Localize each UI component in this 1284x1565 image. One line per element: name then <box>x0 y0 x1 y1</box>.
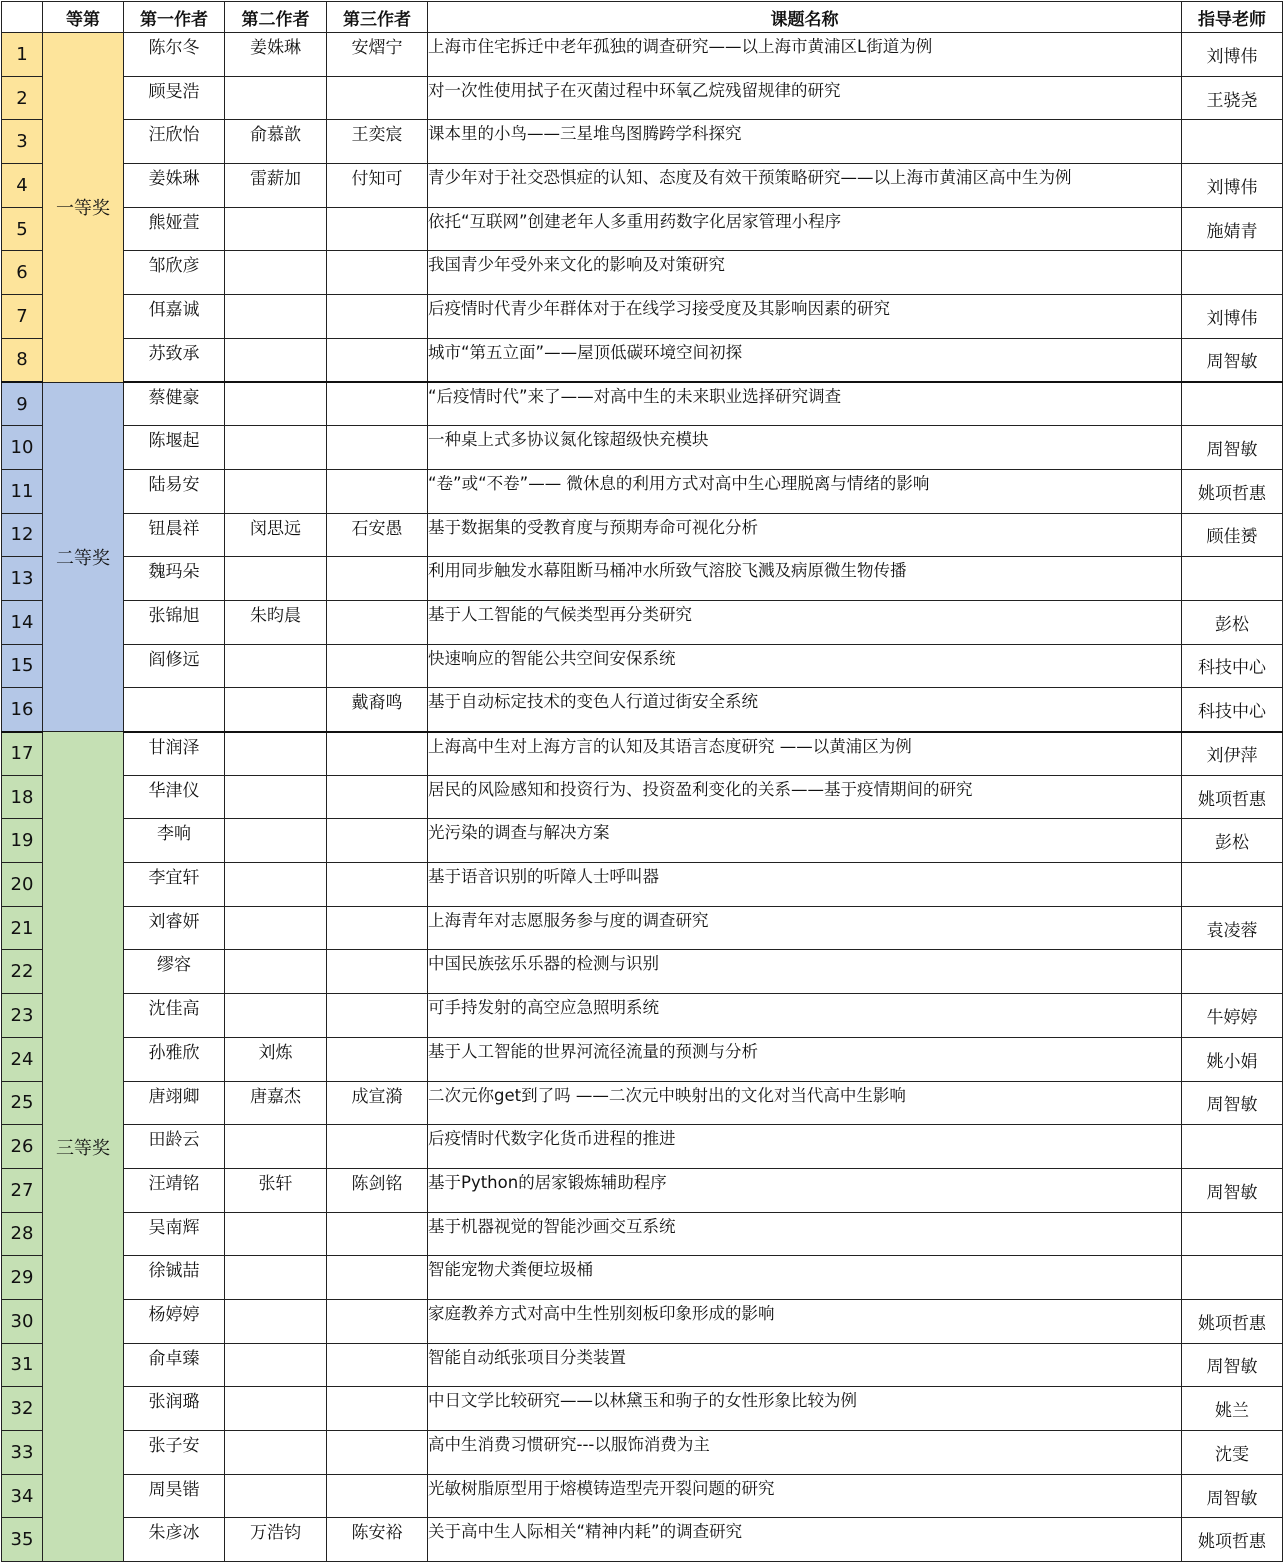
row-number: 19 <box>2 819 43 863</box>
row-number: 33 <box>2 1431 43 1475</box>
row-number: 21 <box>2 906 43 950</box>
first-author: 钮晨祥 <box>124 513 225 557</box>
third-author: 王奕宸 <box>327 120 428 164</box>
first-author: 徐铖喆 <box>124 1256 225 1300</box>
second-author <box>225 338 327 382</box>
table-row <box>2 1343 1283 1387</box>
second-author <box>225 994 327 1038</box>
first-author: 田龄云 <box>124 1125 225 1169</box>
second-author <box>225 644 327 688</box>
second-author <box>225 76 327 120</box>
second-author: 朱昀晨 <box>225 600 327 644</box>
first-author: 陆易安 <box>124 469 225 513</box>
project-title: 基于语音识别的听障人士呼叫器 <box>428 863 1182 907</box>
first-author: 唐翊卿 <box>124 1081 225 1125</box>
row-number: 27 <box>2 1168 43 1212</box>
table-body <box>2 33 1283 1562</box>
third-author <box>327 1299 428 1343</box>
advisor: 沈雯 <box>1182 1431 1283 1475</box>
third-author: 安熠宁 <box>327 33 428 77</box>
project-title: 可手持发射的高空应急照明系统 <box>428 994 1182 1038</box>
awards-table <box>1 1 1283 1562</box>
table-row <box>2 1474 1283 1518</box>
first-author: 魏玛朵 <box>124 557 225 601</box>
second-author: 闵思远 <box>225 513 327 557</box>
table-row <box>2 207 1283 251</box>
first-author: 汪靖铭 <box>124 1168 225 1212</box>
first-author: 缪容 <box>124 950 225 994</box>
table-row <box>2 732 1283 776</box>
project-title: 依托“互联网”创建老年人多重用药数字化居家管理小程序 <box>428 207 1182 251</box>
project-title: “后疫情时代”来了——对高中生的未来职业选择研究调查 <box>428 382 1182 426</box>
row-number: 9 <box>2 382 43 426</box>
project-title: 基于数据集的受教育度与预期寿命可视化分析 <box>428 513 1182 557</box>
advisor: 周智敏 <box>1182 1081 1283 1125</box>
table-row <box>2 600 1283 644</box>
first-author: 甘润泽 <box>124 732 225 776</box>
advisor: 姚项哲惠 <box>1182 469 1283 513</box>
second-author <box>225 732 327 776</box>
first-author: 姜姝琳 <box>124 164 225 208</box>
row-number: 20 <box>2 863 43 907</box>
first-author: 杨婷婷 <box>124 1299 225 1343</box>
advisor: 刘博伟 <box>1182 33 1283 77</box>
table-row <box>2 426 1283 470</box>
row-number: 13 <box>2 557 43 601</box>
advisor <box>1182 1256 1283 1300</box>
advisor: 周智敏 <box>1182 1343 1283 1387</box>
third-author <box>327 906 428 950</box>
second-author <box>225 1256 327 1300</box>
second-author <box>225 207 327 251</box>
row-number: 10 <box>2 426 43 470</box>
project-title: 智能自动纸张项目分类装置 <box>428 1343 1182 1387</box>
table-row <box>2 1387 1283 1431</box>
advisor: 姚小娟 <box>1182 1037 1283 1081</box>
table-row <box>2 775 1283 819</box>
second-author: 张轩 <box>225 1168 327 1212</box>
third-author <box>327 1125 428 1169</box>
advisor: 科技中心 <box>1182 644 1283 688</box>
second-author <box>225 382 327 426</box>
table-row <box>2 1212 1283 1256</box>
table-row <box>2 251 1283 295</box>
third-author <box>327 1212 428 1256</box>
header-num <box>2 2 43 33</box>
third-author: 戴裔鸣 <box>327 688 428 732</box>
table-row <box>2 1256 1283 1300</box>
third-author: 石安愚 <box>327 513 428 557</box>
second-author <box>225 950 327 994</box>
third-author <box>327 1037 428 1081</box>
third-author <box>327 1474 428 1518</box>
third-author: 陈剑铭 <box>327 1168 428 1212</box>
row-number: 14 <box>2 600 43 644</box>
advisor: 姚项哲惠 <box>1182 1518 1283 1562</box>
table-row <box>2 906 1283 950</box>
third-author <box>327 426 428 470</box>
project-title: 上海青年对志愿服务参与度的调查研究 <box>428 906 1182 950</box>
first-author: 朱彦冰 <box>124 1518 225 1562</box>
advisor: 刘博伟 <box>1182 164 1283 208</box>
second-author: 雷薪加 <box>225 164 327 208</box>
second-author <box>225 1125 327 1169</box>
row-number: 32 <box>2 1387 43 1431</box>
third-author <box>327 469 428 513</box>
header-author3: 第三作者 <box>327 2 428 33</box>
third-author: 付知可 <box>327 164 428 208</box>
table-row <box>2 1081 1283 1125</box>
header-row <box>2 2 1283 33</box>
advisor: 刘博伟 <box>1182 295 1283 339</box>
third-author <box>327 295 428 339</box>
project-title: “卷”或“不卷”—— 微休息的利用方式对高中生心理脱离与情绪的影响 <box>428 469 1182 513</box>
row-number: 11 <box>2 469 43 513</box>
project-title: 高中生消费习惯研究---以服饰消费为主 <box>428 1431 1182 1475</box>
advisor: 周智敏 <box>1182 1474 1283 1518</box>
project-title: 课本里的小鸟——三星堆鸟图腾跨学科探究 <box>428 120 1182 164</box>
row-number: 2 <box>2 76 43 120</box>
header-title: 课题名称 <box>428 2 1182 33</box>
row-number: 29 <box>2 1256 43 1300</box>
row-number: 25 <box>2 1081 43 1125</box>
second-author <box>225 1343 327 1387</box>
advisor <box>1182 251 1283 295</box>
project-title: 快速响应的智能公共空间安保系统 <box>428 644 1182 688</box>
first-author: 刘睿妍 <box>124 906 225 950</box>
advisor <box>1182 1125 1283 1169</box>
advisor: 顾佳赟 <box>1182 513 1283 557</box>
table-row <box>2 1037 1283 1081</box>
table-row <box>2 382 1283 426</box>
table-row <box>2 338 1283 382</box>
third-author <box>327 950 428 994</box>
third-author <box>327 1343 428 1387</box>
project-title: 基于人工智能的世界河流径流量的预测与分析 <box>428 1037 1182 1081</box>
advisor: 周智敏 <box>1182 426 1283 470</box>
advisor: 姚项哲惠 <box>1182 1299 1283 1343</box>
second-author <box>225 426 327 470</box>
row-number: 5 <box>2 207 43 251</box>
project-title: 基于机器视觉的智能沙画交互系统 <box>428 1212 1182 1256</box>
first-author: 孙雅欣 <box>124 1037 225 1081</box>
first-author: 佴嘉诚 <box>124 295 225 339</box>
table-row <box>2 1518 1283 1562</box>
row-number: 7 <box>2 295 43 339</box>
row-number: 8 <box>2 338 43 382</box>
table-row <box>2 557 1283 601</box>
table-row <box>2 164 1283 208</box>
first-author: 吴南辉 <box>124 1212 225 1256</box>
first-author: 阎修远 <box>124 644 225 688</box>
first-author: 陈尔冬 <box>124 33 225 77</box>
advisor: 施婧青 <box>1182 207 1283 251</box>
project-title: 中国民族弦乐乐器的检测与识别 <box>428 950 1182 994</box>
second-author: 姜姝琳 <box>225 33 327 77</box>
second-author <box>225 863 327 907</box>
table-row <box>2 994 1283 1038</box>
project-title: 上海市住宅拆迁中老年孤独的调查研究——以上海市黄浦区L街道为例 <box>428 33 1182 77</box>
project-title: 二次元你get到了吗 ——二次元中映射出的文化对当代高中生影响 <box>428 1081 1182 1125</box>
second-author <box>225 1212 327 1256</box>
second-author <box>225 469 327 513</box>
third-author <box>327 600 428 644</box>
table-row <box>2 1431 1283 1475</box>
row-number: 35 <box>2 1518 43 1562</box>
award-rank: 三等奖 <box>43 732 124 1562</box>
third-author <box>327 1387 428 1431</box>
advisor <box>1182 1212 1283 1256</box>
third-author <box>327 1256 428 1300</box>
advisor: 彭松 <box>1182 819 1283 863</box>
table-row <box>2 33 1283 77</box>
first-author: 陈堰起 <box>124 426 225 470</box>
second-author: 唐嘉杰 <box>225 1081 327 1125</box>
first-author: 熊娅萱 <box>124 207 225 251</box>
table-row <box>2 1168 1283 1212</box>
table-row <box>2 644 1283 688</box>
project-title: 一种桌上式多协议氮化镓超级快充模块 <box>428 426 1182 470</box>
project-title: 光敏树脂原型用于熔模铸造型壳开裂问题的研究 <box>428 1474 1182 1518</box>
header-author2: 第二作者 <box>225 2 327 33</box>
project-title: 青少年对于社交恐惧症的认知、态度及有效干预策略研究——以上海市黄浦区高中生为例 <box>428 164 1182 208</box>
table-row <box>2 819 1283 863</box>
table-row <box>2 469 1283 513</box>
second-author <box>225 688 327 732</box>
table-row <box>2 1299 1283 1343</box>
project-title: 中日文学比较研究——以林黛玉和驹子的女性形象比较为例 <box>428 1387 1182 1431</box>
advisor: 科技中心 <box>1182 688 1283 732</box>
project-title: 基于自动标定技术的变色人行道过街安全系统 <box>428 688 1182 732</box>
second-author <box>225 906 327 950</box>
advisor: 周智敏 <box>1182 338 1283 382</box>
row-number: 3 <box>2 120 43 164</box>
row-number: 24 <box>2 1037 43 1081</box>
second-author <box>225 1474 327 1518</box>
project-title: 我国青少年受外来文化的影响及对策研究 <box>428 251 1182 295</box>
third-author <box>327 644 428 688</box>
first-author: 李宜轩 <box>124 863 225 907</box>
advisor: 袁凌蓉 <box>1182 906 1283 950</box>
third-author <box>327 863 428 907</box>
third-author <box>327 251 428 295</box>
row-number: 22 <box>2 950 43 994</box>
advisor: 牛婷婷 <box>1182 994 1283 1038</box>
advisor <box>1182 120 1283 164</box>
first-author: 李响 <box>124 819 225 863</box>
award-rank: 一等奖 <box>43 33 124 383</box>
second-author <box>225 775 327 819</box>
project-title: 基于人工智能的气候类型再分类研究 <box>428 600 1182 644</box>
table-row <box>2 863 1283 907</box>
row-number: 26 <box>2 1125 43 1169</box>
project-title: 基于Python的居家锻炼辅助程序 <box>428 1168 1182 1212</box>
table-row <box>2 513 1283 557</box>
table-row <box>2 295 1283 339</box>
third-author: 陈安裕 <box>327 1518 428 1562</box>
project-title: 智能宠物犬粪便垃圾桶 <box>428 1256 1182 1300</box>
header-advisor: 指导老师 <box>1182 2 1283 33</box>
award-rank: 二等奖 <box>43 382 124 732</box>
project-title: 后疫情时代数字化货币进程的推进 <box>428 1125 1182 1169</box>
second-author <box>225 1299 327 1343</box>
table-row <box>2 688 1283 732</box>
first-author: 俞卓臻 <box>124 1343 225 1387</box>
advisor: 周智敏 <box>1182 1168 1283 1212</box>
project-title: 城市“第五立面”——屋顶低碳环境空间初探 <box>428 338 1182 382</box>
advisor: 彭松 <box>1182 600 1283 644</box>
third-author <box>327 1431 428 1475</box>
advisor <box>1182 382 1283 426</box>
first-author: 张子安 <box>124 1431 225 1475</box>
row-number: 16 <box>2 688 43 732</box>
third-author <box>327 338 428 382</box>
project-title: 家庭教养方式对高中生性别刻板印象形成的影响 <box>428 1299 1182 1343</box>
second-author <box>225 251 327 295</box>
first-author: 苏致承 <box>124 338 225 382</box>
row-number: 1 <box>2 33 43 77</box>
third-author <box>327 76 428 120</box>
third-author <box>327 819 428 863</box>
third-author <box>327 732 428 776</box>
row-number: 17 <box>2 732 43 776</box>
row-number: 6 <box>2 251 43 295</box>
row-number: 31 <box>2 1343 43 1387</box>
second-author <box>225 819 327 863</box>
third-author <box>327 775 428 819</box>
project-title: 居民的风险感知和投资行为、投资盈利变化的关系——基于疫情期间的研究 <box>428 775 1182 819</box>
first-author: 华津仪 <box>124 775 225 819</box>
row-number: 12 <box>2 513 43 557</box>
first-author: 沈佳高 <box>124 994 225 1038</box>
first-author <box>124 688 225 732</box>
advisor <box>1182 557 1283 601</box>
second-author: 刘炼 <box>225 1037 327 1081</box>
second-author: 俞慕歆 <box>225 120 327 164</box>
header-rank: 等第 <box>43 2 124 33</box>
table-row <box>2 76 1283 120</box>
advisor: 刘伊萍 <box>1182 732 1283 776</box>
third-author: 成宣漪 <box>327 1081 428 1125</box>
row-number: 30 <box>2 1299 43 1343</box>
advisor: 王骁尧 <box>1182 76 1283 120</box>
third-author <box>327 207 428 251</box>
header-author1: 第一作者 <box>124 2 225 33</box>
third-author <box>327 382 428 426</box>
first-author: 顾旻浩 <box>124 76 225 120</box>
first-author: 张锦旭 <box>124 600 225 644</box>
row-number: 34 <box>2 1474 43 1518</box>
first-author: 蔡健豪 <box>124 382 225 426</box>
third-author <box>327 994 428 1038</box>
project-title: 对一次性使用拭子在灭菌过程中环氧乙烷残留规律的研究 <box>428 76 1182 120</box>
table-row <box>2 950 1283 994</box>
table-row <box>2 1125 1283 1169</box>
row-number: 15 <box>2 644 43 688</box>
advisor: 姚兰 <box>1182 1387 1283 1431</box>
advisor <box>1182 863 1283 907</box>
second-author <box>225 1387 327 1431</box>
row-number: 28 <box>2 1212 43 1256</box>
advisor <box>1182 950 1283 994</box>
second-author: 万浩钧 <box>225 1518 327 1562</box>
first-author: 张润璐 <box>124 1387 225 1431</box>
advisor: 姚项哲惠 <box>1182 775 1283 819</box>
second-author <box>225 557 327 601</box>
first-author: 周昊锴 <box>124 1474 225 1518</box>
third-author <box>327 557 428 601</box>
first-author: 邹欣彦 <box>124 251 225 295</box>
row-number: 4 <box>2 164 43 208</box>
row-number: 23 <box>2 994 43 1038</box>
project-title: 上海高中生对上海方言的认知及其语言态度研究 ——以黄浦区为例 <box>428 732 1182 776</box>
row-number: 18 <box>2 775 43 819</box>
project-title: 光污染的调查与解决方案 <box>428 819 1182 863</box>
table-row <box>2 120 1283 164</box>
project-title: 后疫情时代青少年群体对于在线学习接受度及其影响因素的研究 <box>428 295 1182 339</box>
second-author <box>225 1431 327 1475</box>
project-title: 利用同步触发水幕阻断马桶冲水所致气溶胶飞溅及病原微生物传播 <box>428 557 1182 601</box>
first-author: 汪欣怡 <box>124 120 225 164</box>
project-title: 关于高中生人际相关“精神内耗”的调查研究 <box>428 1518 1182 1562</box>
second-author <box>225 295 327 339</box>
